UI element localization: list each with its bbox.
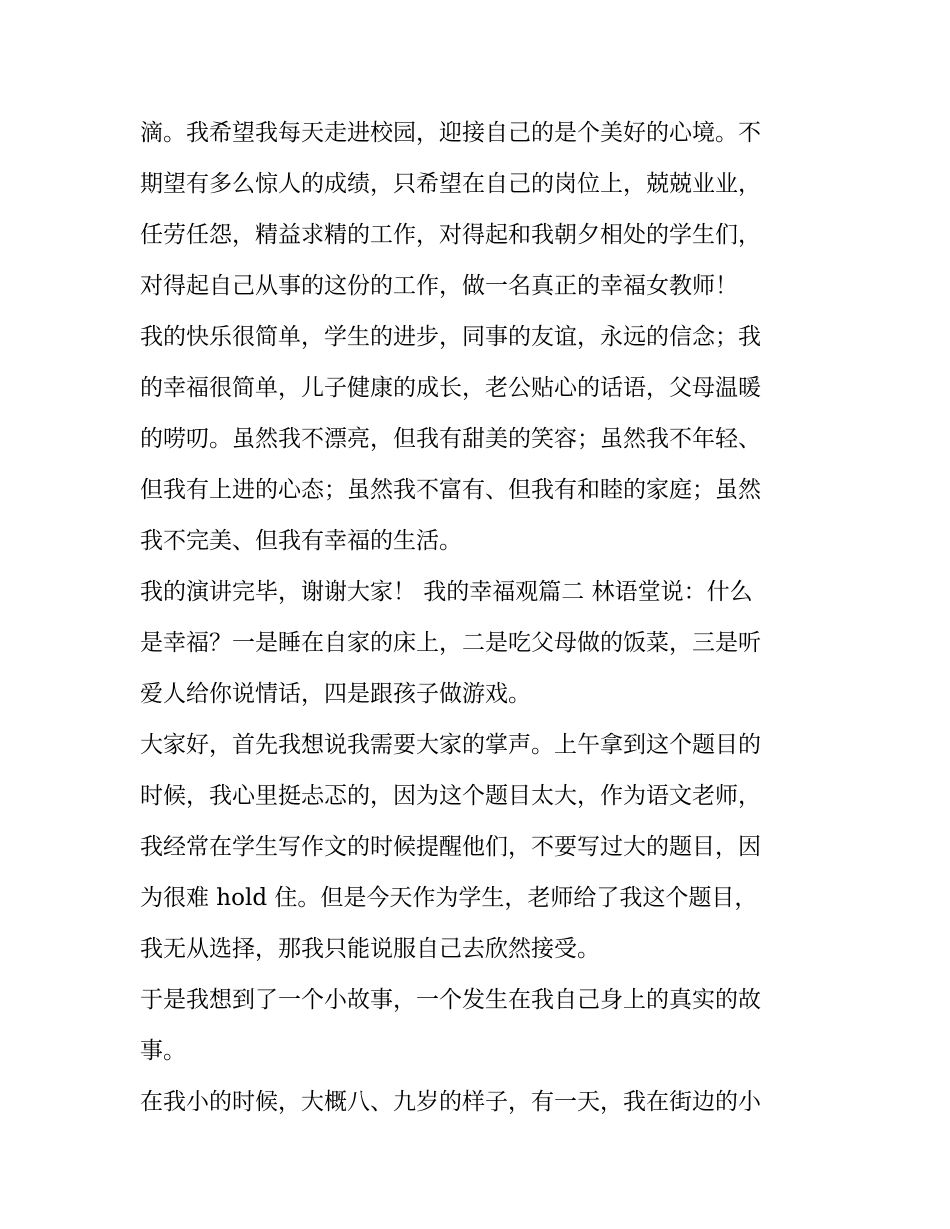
text-line: 爱人给你说情话，四是跟孩子做游戏。	[140, 681, 531, 707]
text-line: 我无从选择，那我只能说服自己去欣然接受。	[140, 936, 600, 962]
text-line: 在我小的时候，大概八、九岁的样子，有一天，我在街边的小	[140, 1089, 761, 1115]
text-line: 我不完美、但我有幸福的生活。	[140, 528, 462, 554]
text-line: 对得起自己从事的这份的工作，做一名真正的幸福女教师！	[140, 273, 738, 299]
text-line: 滴。我希望我每天走进校园，迎接自己的是个美好的心境。不	[140, 120, 761, 146]
text-line: 的幸福很简单，儿子健康的成长，老公贴心的话语，父母温暖	[140, 375, 761, 401]
text-line: 任劳任怨，精益求精的工作，对得起和我朝夕相处的学生们，	[140, 222, 761, 248]
text-line: 我的演讲完毕，谢谢大家！ 我的幸福观篇二 林语堂说：什么	[140, 579, 753, 605]
text-line: 的唠叨。虽然我不漂亮，但我有甜美的笑容；虽然我不年轻、	[140, 426, 761, 452]
text-line: 但我有上进的心态；虽然我不富有、但我有和睦的家庭；虽然	[140, 477, 761, 503]
text-line: 事。	[140, 1038, 186, 1064]
text-line: 于是我想到了一个小故事，一个发生在我自己身上的真实的故	[140, 987, 761, 1013]
text-line: 我经常在学生写作文的时候提醒他们，不要写过大的题目，因	[140, 834, 761, 860]
text-line: 为很难 hold 住。但是今天作为学生，老师给了我这个题目，	[140, 885, 758, 911]
text-line: 时候，我心里挺忐忑的，因为这个题目太大，作为语文老师，	[140, 783, 761, 809]
text-line: 大家好，首先我想说我需要大家的掌声。上午拿到这个题目的	[140, 732, 761, 758]
text-line: 期望有多么惊人的成绩，只希望在自己的岗位上，兢兢业业，	[140, 171, 761, 197]
text-line: 是幸福？一是睡在自家的床上，二是吃父母做的饭菜，三是听	[140, 630, 761, 656]
body-text	[140, 108, 820, 1128]
text-line: 我的快乐很简单，学生的进步，同事的友谊，永远的信念；我	[140, 324, 761, 350]
